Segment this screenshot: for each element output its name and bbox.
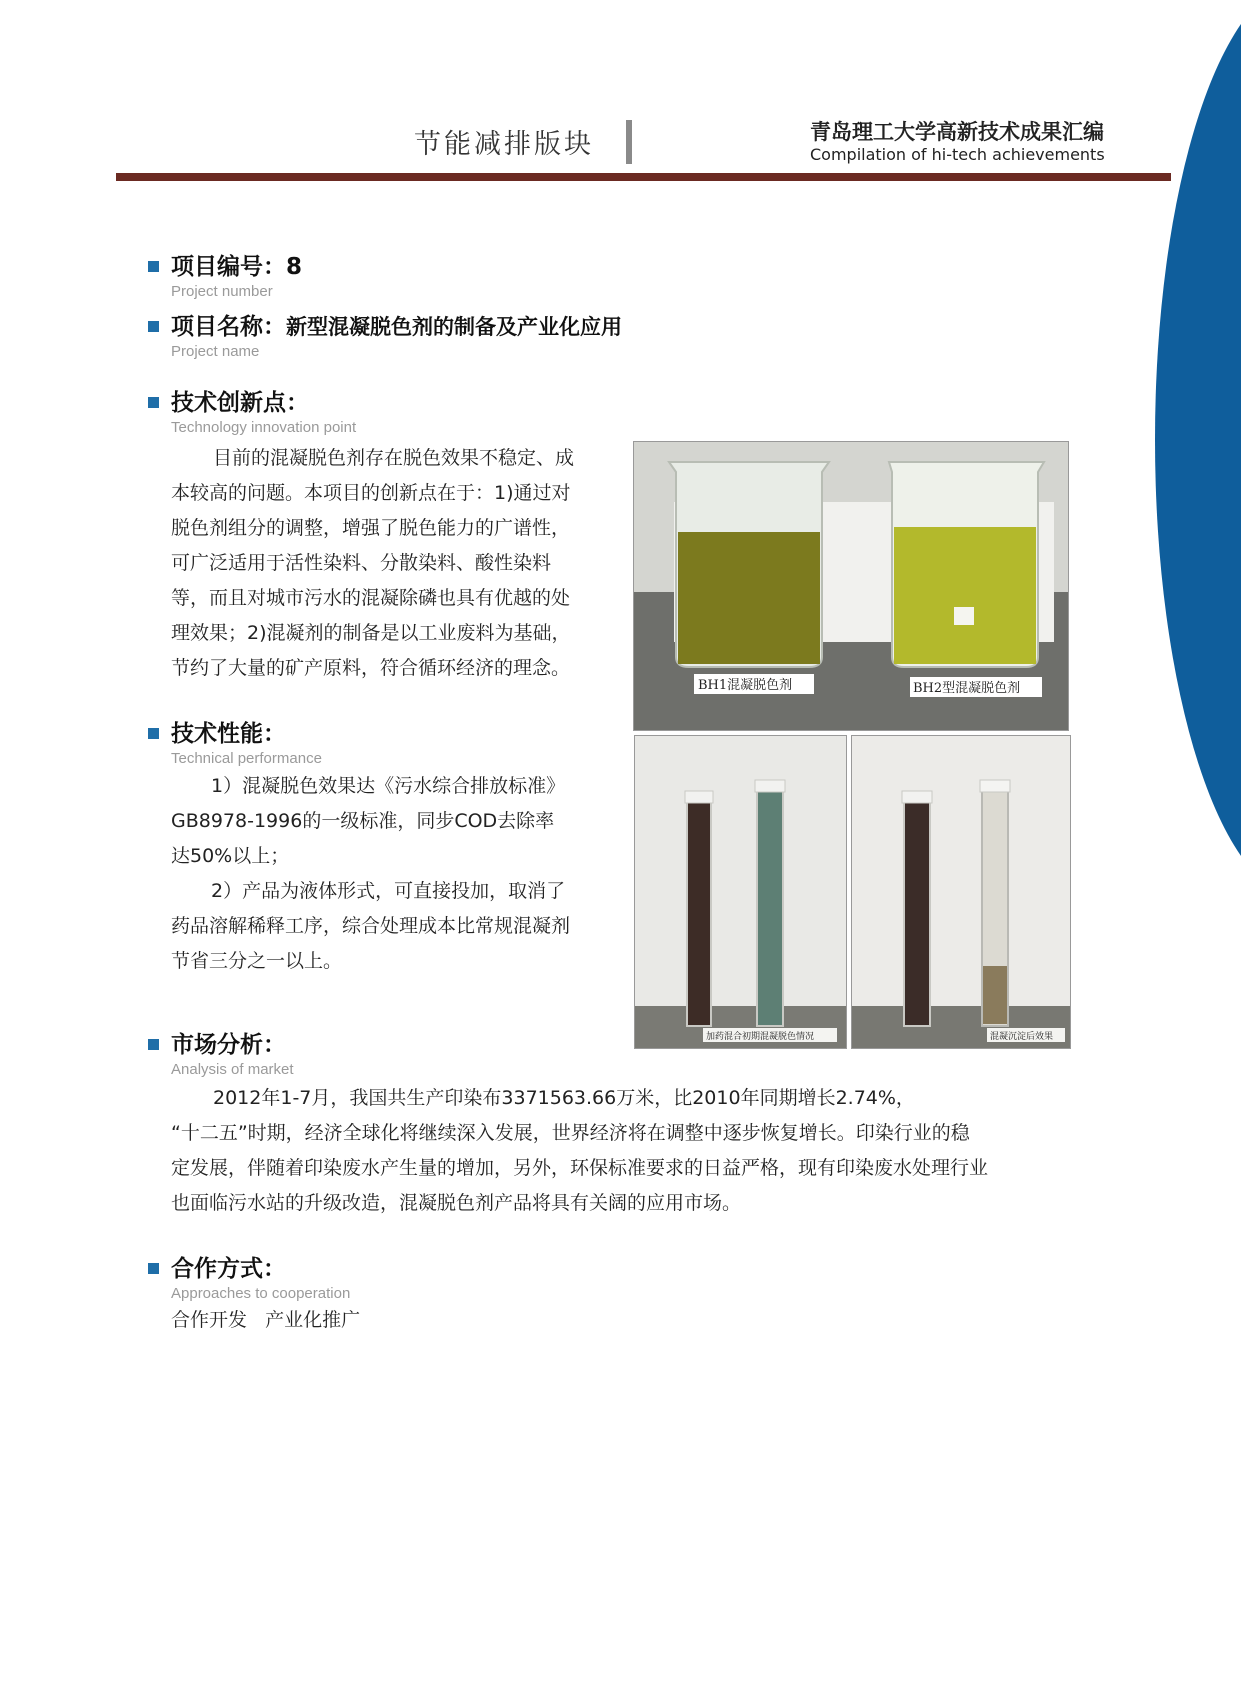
bullet-icon: [148, 321, 159, 332]
project-name-section: [148, 308, 622, 360]
innovation-line: 可广泛适用于活性染料、分散染料、酸性染料: [171, 552, 552, 574]
innovation-line: 等，而且对城市污水的混凝除磷也具有优越的处: [171, 587, 571, 609]
innovation-sub: Technology innovation point: [171, 419, 357, 436]
project-name-sub: Project name: [171, 343, 260, 360]
performance-section: [148, 715, 322, 767]
performance-line: 节省三分之一以上。: [171, 950, 343, 972]
publication-title-en: Compilation of hi-tech achievements: [810, 145, 1105, 164]
innovation-line: 理效果；2)混凝剂的制备是以工业废料为基础，: [171, 622, 571, 644]
performance-sub: Technical performance: [171, 750, 322, 767]
performance-line: GB8978-1996的一级标准，同步COD去除率: [171, 810, 555, 832]
cooperation-sub: Approaches to cooperation: [171, 1285, 351, 1302]
performance-body: [171, 769, 621, 979]
innovation-line: 目前的混凝脱色剂存在脱色效果不稳定、成: [213, 447, 575, 469]
cylinders-after-photo: [851, 735, 1071, 1049]
cylinders-initial-photo: [634, 735, 847, 1049]
bullet-icon: [148, 1039, 159, 1050]
project-number-value: 8: [286, 254, 303, 280]
section-title: 节能减排版块: [414, 129, 594, 160]
header-divider: [626, 120, 632, 164]
cooperation-section: [148, 1250, 350, 1302]
innovation-line: 节约了大量的矿产原料，符合循环经济的理念。: [171, 657, 571, 679]
innovation-label: 技术创新点：: [171, 390, 309, 416]
publication-title-cn: 青岛理工大学高新技术成果汇编: [810, 120, 1104, 144]
cyl-left-caption: 加药混合初期混凝脱色情况: [706, 1032, 815, 1042]
project-name-value: 新型混凝脱色剂的制备及产业化应用: [286, 315, 622, 339]
performance-label: 技术性能：: [171, 721, 286, 747]
market-label: 市场分析：: [171, 1032, 286, 1058]
beakers-photo: [633, 441, 1069, 731]
innovation-body: [171, 441, 621, 686]
market-body: [171, 1081, 1071, 1221]
market-section: [148, 1026, 294, 1078]
beaker-left-caption: BH1混凝脱色剂: [698, 678, 793, 693]
market-line: 定发展，伴随着印染废水产生量的增加，另外，环保标准要求的日益严格，现有印染废水处理行业: [171, 1157, 989, 1179]
beaker-right-caption: BH2型混凝脱色剂: [913, 681, 1021, 696]
market-line: “十二五”时期，经济全球化将继续深入发展，世界经济将在调整中逐步恢复增长。印染行业的稳: [171, 1122, 970, 1144]
header-rule: [116, 173, 1171, 181]
project-number-section: [148, 248, 302, 300]
innovation-line: 脱色剂组分的调整，增强了脱色能力的广谱性，: [171, 517, 571, 539]
cooperation-text: 合作开发 产业化推广: [171, 1309, 361, 1331]
cyl-right-caption: 混凝沉淀后效果: [990, 1032, 1054, 1042]
project-number-sub: Project number: [171, 283, 273, 300]
decorative-blue-arc: [1155, 0, 1241, 900]
project-number-label: 项目编号：: [171, 254, 286, 280]
market-line: 也面临污水站的升级改造，混凝脱色剂产品将具有关阔的应用市场。: [171, 1192, 742, 1214]
bullet-icon: [148, 261, 159, 272]
performance-line: 1）混凝脱色效果达《污水综合排放标准》: [211, 775, 566, 797]
bullet-icon: [148, 728, 159, 739]
cooperation-label: 合作方式：: [171, 1256, 286, 1282]
performance-line: 2）产品为液体形式，可直接投加，取消了: [211, 880, 566, 902]
performance-line: 达50%以上；: [171, 845, 290, 867]
market-sub: Analysis of market: [171, 1061, 294, 1078]
bullet-icon: [148, 1263, 159, 1274]
bullet-icon: [148, 397, 159, 408]
project-name-label: 项目名称：: [171, 314, 286, 340]
innovation-section: [148, 384, 356, 436]
market-line: 2012年1-7月，我国共生产印染布3371563.66万米，比2010年同期增长2.74%，: [213, 1087, 915, 1109]
innovation-line: 本较高的问题。本项目的创新点在于：1)通过对: [171, 482, 571, 504]
performance-line: 药品溶解稀释工序，综合处理成本比常规混凝剂: [171, 915, 571, 937]
